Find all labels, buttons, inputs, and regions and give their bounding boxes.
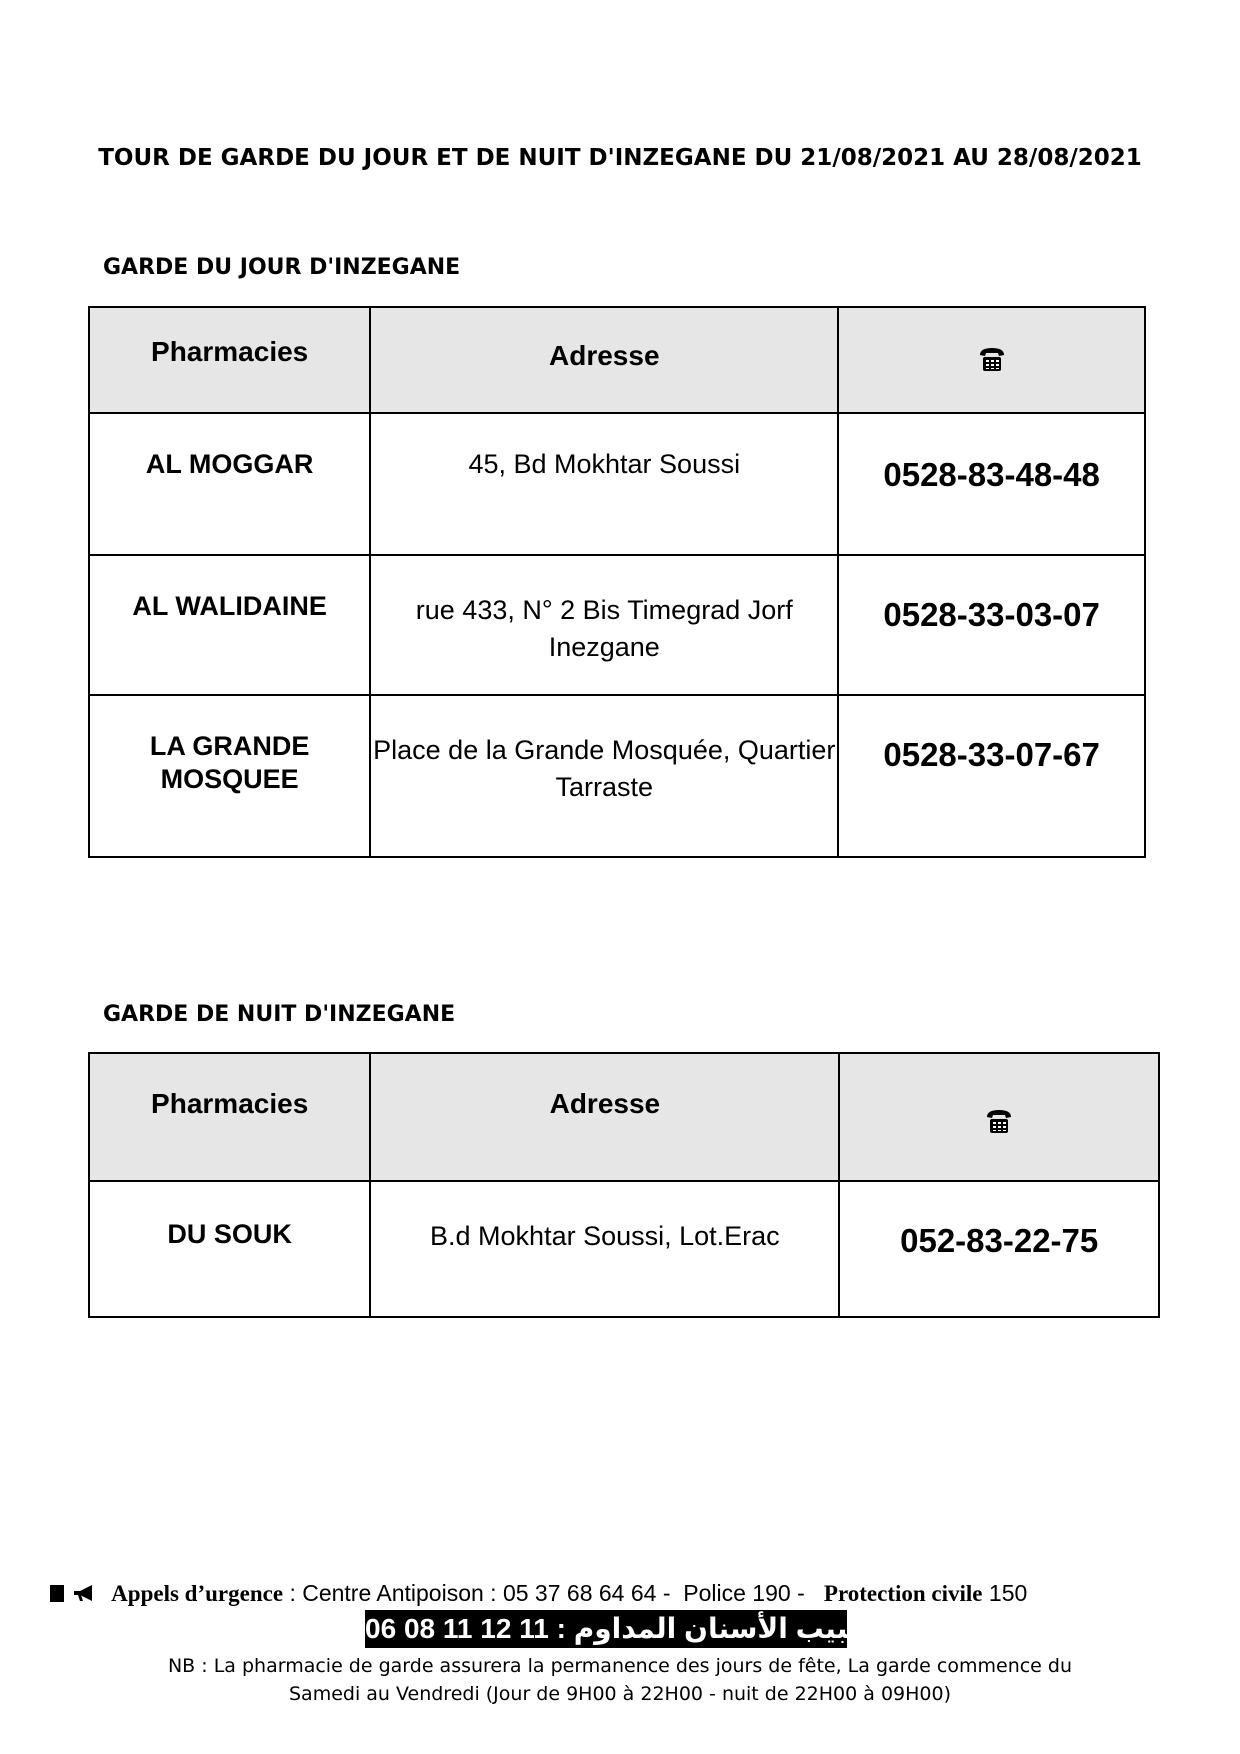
note-line-2: Samedi au Vendredi (Jour de 9H00 à 22H00 - nuit de 22H00 à 09H00) [288,1683,951,1705]
night-pharmacies-table [88,1052,1160,1318]
table-header-row [89,1053,1159,1181]
header-phone [838,307,1145,413]
table-row [89,555,1145,695]
note-line-1: NB : La pharmacie de garde assurera la permanence des jours de fête, La garde commence du [167,1655,1073,1677]
protection-civile-number: 150 [988,1580,1028,1606]
antipoison-number: Centre Antipoison : 05 37 68 64 64 - [302,1580,671,1606]
table-header-row [89,307,1145,413]
footer-note [0,1652,1240,1708]
header-adresse: Adresse [370,1053,839,1181]
table-row [89,695,1145,857]
pharmacy-address: B.d Mokhtar Soussi, Lot.Erac [370,1181,839,1317]
telephone-icon [984,1106,1014,1143]
pharmacy-phone: 0528-33-03-07 [838,555,1145,695]
phone-icon [48,1580,72,1606]
page-title: TOUR DE GARDE DU JOUR ET DE NUIT D'INZEGANE DU 21/08/2021 AU 28/08/2021 [98,145,1142,171]
police-number: Police 190 - [683,1580,805,1606]
pharmacy-phone: 052-83-22-75 [839,1181,1159,1317]
protection-civile-label: Protection civile [823,1581,983,1606]
pharmacy-address: 45, Bd Mokhtar Soussi [370,413,838,555]
table-row [89,413,1145,555]
header-pharmacies: Pharmacies [89,1053,370,1181]
pharmacy-address: Place de la Grande Mosquée, Quartier Tarraste [370,695,838,857]
dentist-on-duty-banner: طبيب الأسنان المداوم : 11 12 11 08 06 [365,1610,847,1648]
pharmacy-address: rue 433, N° 2 Bis Timegrad Jorf Inezgane [370,555,838,695]
day-pharmacies-table [88,306,1146,858]
header-adresse: Adresse [370,307,838,413]
pharmacy-name: AL WALIDAINE [89,555,370,695]
header-phone [839,1053,1159,1181]
night-section-heading: GARDE DE NUIT D'INZEGANE [103,1002,456,1027]
pharmacy-phone: 0528-33-07-67 [838,695,1145,857]
pharmacy-name: DU SOUK [89,1181,370,1317]
pharmacy-phone: 0528-83-48-48 [838,413,1145,555]
header-pharmacies: Pharmacies [89,307,370,413]
megaphone-icon [72,1580,104,1606]
pharmacy-name: AL MOGGAR [89,413,370,555]
telephone-icon [977,344,1007,381]
day-section-heading: GARDE DU JOUR D'INZEGANE [103,255,461,280]
table-row [89,1181,1159,1317]
urgence-label: Appels d’urgence [111,1581,284,1606]
pharmacy-name: LA GRANDE MOSQUEE [89,695,370,857]
emergency-calls-line: Appels d’urgence : Centre Antipoison : 05 37 68 64 64 - Police 190 - Protection civile 150 [48,1580,1198,1607]
